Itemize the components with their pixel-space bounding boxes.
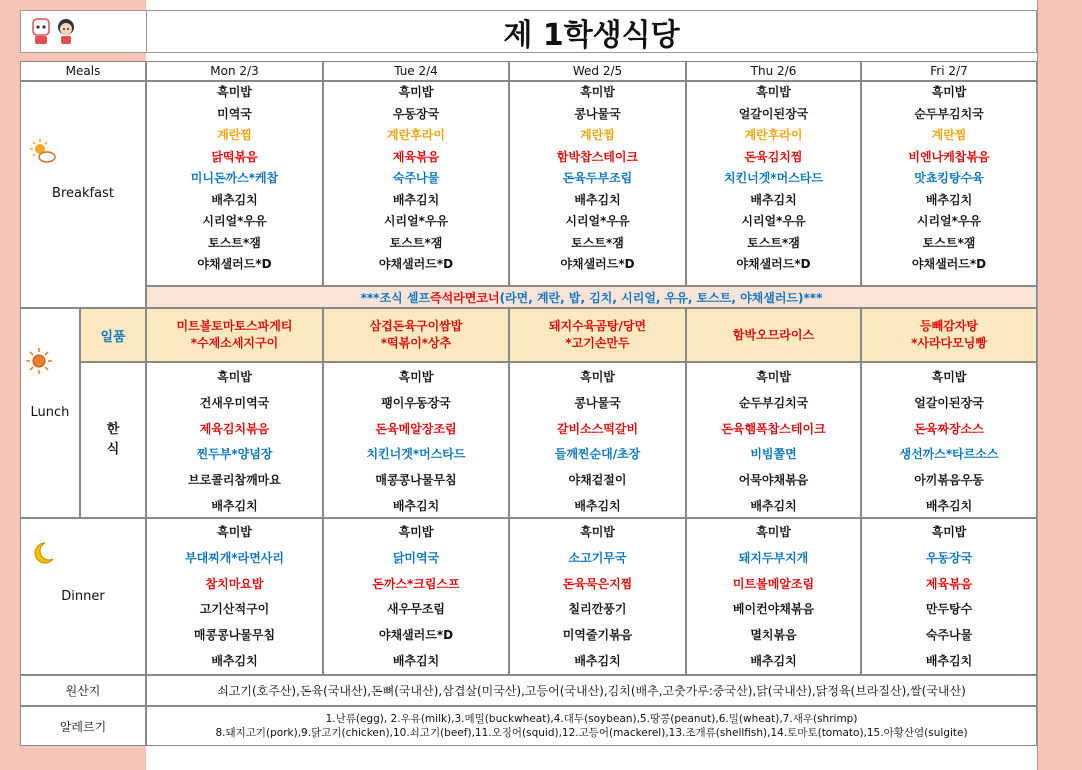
dinner-cell (686, 518, 861, 675)
lunch-item: 비빔쫄면 (750, 447, 797, 462)
breakfast-item: 토스트*잼 (571, 235, 624, 250)
breakfast-item: 비엔나케찹볶음 (908, 149, 990, 164)
il-pum-label: 일품 (80, 308, 146, 362)
breakfast-item: 토스트*잼 (922, 235, 976, 250)
breakfast-item: 야채샐러드*D (378, 257, 454, 271)
lunch-item: 팽이우동장국 (381, 395, 451, 410)
breakfast-label-text: Breakfast (52, 186, 114, 201)
han-sik-cell (323, 362, 509, 518)
dinner-item: 흑미밥 (217, 525, 252, 539)
sun-cloud-icon (29, 138, 57, 166)
allergy-label: 알레르기 (20, 706, 146, 746)
breakfast-item: 시리얼*우유 (565, 214, 630, 228)
lunch-item: 흑미밥 (756, 370, 791, 384)
breakfast-item: 배추김치 (750, 192, 797, 207)
dinner-item: 고기산적구이 (199, 602, 270, 617)
dinner-item: 부대찌개*라면사리 (184, 550, 284, 565)
day-header: Mon 2/3 (146, 61, 323, 81)
breakfast-item: 토스트*잼 (747, 235, 800, 250)
breakfast-item: 토스트*잼 (389, 235, 443, 250)
breakfast-item: 얼갈이된장국 (738, 106, 809, 121)
dinner-cell (509, 518, 686, 675)
dinner-item: 흑미밥 (580, 525, 615, 539)
breakfast-item: 시리얼*우유 (916, 214, 982, 228)
lunch-item: 흑미밥 (580, 370, 615, 384)
il-pum-cell (146, 308, 323, 362)
dinner-item: 새우무조림 (387, 602, 445, 617)
breakfast-item: 함박찹스테이크 (556, 149, 639, 164)
dinner-label (20, 518, 146, 675)
dinner-item: 돈까스*크림스프 (372, 576, 460, 591)
breakfast-item: 계란찜 (931, 128, 967, 142)
il-pum-item: 미트볼토마토스파게티 (176, 319, 293, 333)
han-sik-label: 한 식 (80, 362, 146, 518)
breakfast-cell (323, 81, 509, 286)
dinner-item: 배추김치 (750, 654, 797, 668)
lunch-item: 건새우미역국 (199, 395, 270, 410)
il-pum-cell (686, 308, 861, 362)
breakfast-cell (509, 81, 686, 286)
breakfast-item: 흑미밥 (931, 85, 967, 99)
dinner-item: 매콩콩나물무침 (193, 628, 276, 643)
breakfast-item: 흑미밥 (756, 85, 791, 99)
breakfast-cell (686, 81, 861, 286)
dinner-item: 베이컨야채볶음 (732, 602, 815, 617)
lunch-item: 찐두부*양념장 (196, 447, 273, 462)
breakfast-item: 치킨너겟*머스타드 (723, 171, 823, 185)
breakfast-item: 돈육두부조림 (562, 171, 633, 185)
origin-text: 쇠고기(호주산),돈육(국내산),돈뼈(국내산),삼겹살(미국산),고등어(국내산),김치(배추,고춧가루:중국산),닭(국내산),닭정육(브라질산),쌀(국내산) (146, 675, 1037, 706)
allergy-line-1: 1.난류(egg), 2.우유(milk),3.메밀(buckwheat),4.대두(soybean),5.땅콩(peanut),6.밀(wheat),7.새우(shrimp) (325, 713, 858, 725)
breakfast-item: 미역국 (217, 106, 252, 121)
dinner-cell (323, 518, 509, 675)
il-pum-item: *떡볶이*상추 (380, 336, 452, 350)
dinner-item: 배추김치 (392, 654, 440, 668)
lunch-item: 순두부김치국 (738, 395, 809, 410)
moon-icon (29, 539, 57, 567)
il-pum-item: 등빼감자탕 (920, 319, 978, 333)
breakfast-item: 토스트*잼 (208, 235, 261, 250)
allergy-line-2: 8.돼지고기(pork),9.닭고기(chicken),10.쇠고기(beef),11.오징어(squid),12.고등어(mackerel),13.조개류(shellfish),14.토마토(tomato),15.아황산염(sulgite) (215, 727, 968, 739)
dinner-item: 숙주나물 (925, 628, 973, 643)
lunch-item: 치킨너겟*머스타드 (366, 447, 466, 462)
breakfast-item: 배추김치 (574, 192, 621, 207)
meals-header: Meals (20, 61, 146, 81)
logo-box (20, 10, 147, 53)
breakfast-item: 미니돈까스*케찹 (190, 171, 279, 185)
breakfast-cell (861, 81, 1037, 286)
dinner-item: 우동장국 (925, 550, 973, 565)
dinner-item: 배추김치 (574, 654, 621, 668)
dinner-cell (146, 518, 323, 675)
dinner-item: 닭미역국 (392, 550, 440, 565)
lunch-item: 제육김치볶음 (199, 421, 270, 436)
mascot-logo-icon (21, 11, 81, 49)
il-pum-item: *수제소세지구이 (190, 336, 279, 350)
lunch-item: 생선까스*타르소스 (899, 447, 999, 462)
dinner-item: 제육볶음 (925, 576, 973, 591)
dinner-item: 돈육묵은지찜 (562, 576, 633, 591)
breakfast-item: 흑미밥 (580, 85, 615, 99)
lunch-item: 어묵야채볶음 (738, 473, 809, 488)
day-header: Wed 2/5 (509, 61, 686, 81)
il-pum-item: *고기손만두 (565, 336, 630, 350)
breakfast-item: 시리얼*우유 (383, 214, 449, 228)
dinner-item: 배추김치 (925, 654, 973, 668)
breakfast-item: 맛쵸킹탕수육 (914, 171, 984, 185)
lunch-item: 돈육짜장소스 (914, 421, 984, 436)
breakfast-item: 숙주나물 (392, 171, 440, 185)
dinner-item: 흑미밥 (398, 525, 434, 539)
breakfast-item: 배추김치 (211, 192, 258, 207)
breakfast-item: 순두부김치국 (914, 106, 984, 121)
breakfast-item: 배추김치 (392, 192, 440, 207)
dinner-item: 칠리깐풍기 (568, 602, 627, 617)
dinner-item: 만두탕수 (925, 602, 973, 617)
breakfast-item: 시리얼*우유 (202, 214, 267, 228)
breakfast-cell (146, 81, 323, 286)
il-pum-item: 함박오므라이스 (732, 327, 815, 342)
lunch-item: 배추김치 (392, 499, 440, 513)
breakfast-item: 우동장국 (392, 106, 440, 121)
dinner-item: 흑미밥 (756, 525, 791, 539)
note-highlight: 즉석라면코너 (430, 290, 500, 305)
lunch-item: 배추김치 (750, 499, 797, 513)
breakfast-item: 계란후라이 (744, 128, 803, 142)
dinner-cell (861, 518, 1037, 675)
dinner-label-text: Dinner (61, 589, 105, 604)
han-sik-cell (861, 362, 1037, 518)
breakfast-item: 야채샐러드*D (560, 257, 635, 271)
dinner-item: 미트볼메알조림 (732, 576, 815, 591)
day-header: Tue 2/4 (323, 61, 509, 81)
lunch-item: 갈비소스떡갈비 (556, 421, 639, 436)
il-pum-item: 돼지수육곰탕/당면 (548, 319, 647, 333)
han-sik-cell (686, 362, 861, 518)
lunch-item: 콩나물국 (574, 395, 621, 410)
lunch-item: 들깨찐순대/초장 (554, 447, 641, 462)
sun-icon (25, 347, 53, 375)
il-pum-cell (323, 308, 509, 362)
note-suffix: (라면, 계란, 밥, 김치, 시리얼, 우유, 토스트, 야채샐러드)*** (499, 290, 823, 305)
lunch-item: 흑미밥 (931, 370, 967, 384)
il-pum-cell (509, 308, 686, 362)
dinner-item: 소고기무국 (568, 550, 627, 565)
breakfast-label (20, 81, 146, 308)
han-sik-cell (146, 362, 323, 518)
dinner-item: 흑미밥 (931, 525, 967, 539)
dinner-item: 미역줄기볶음 (562, 628, 633, 643)
dinner-item: 돼지두부지개 (738, 550, 809, 565)
breakfast-item: 흑미밥 (398, 85, 434, 99)
lunch-item: 브로콜리참깨마요 (188, 473, 281, 488)
lunch-item: 흑미밥 (217, 370, 252, 384)
breakfast-item: 계란찜 (217, 128, 252, 142)
dinner-item: 참치마요밥 (205, 576, 264, 591)
dinner-item: 야채샐러드*D (378, 628, 454, 643)
lunch-item: 배추김치 (211, 499, 258, 513)
lunch-label (20, 308, 80, 518)
il-pum-item: *사라다모닝빵 (911, 336, 987, 350)
day-header: Thu 2/6 (686, 61, 861, 81)
breakfast-item: 계란후라이 (387, 128, 445, 142)
breakfast-item: 제육볶음 (392, 149, 440, 164)
breakfast-item: 콩나물국 (574, 106, 621, 121)
breakfast-note (146, 286, 1037, 308)
lunch-item: 아끼볶음우동 (914, 473, 984, 488)
breakfast-item: 야채샐러드*D (911, 257, 987, 271)
note-prefix: ***조식 셀프 (360, 290, 430, 305)
lunch-item: 돈육햄폭찹스테이크 (721, 421, 826, 436)
day-header: Fri 2/7 (861, 61, 1037, 81)
lunch-item: 야채겉절이 (568, 473, 627, 488)
lunch-item: 배추김치 (574, 499, 621, 513)
breakfast-item: 시리얼*우유 (741, 214, 806, 228)
lunch-label-text: Lunch (30, 405, 70, 420)
han-sik-cell (509, 362, 686, 518)
dinner-item: 배추김치 (211, 654, 258, 668)
origin-label: 원산지 (20, 675, 146, 706)
breakfast-item: 계란찜 (580, 128, 615, 142)
lunch-item: 배추김치 (925, 499, 973, 513)
lunch-item: 흑미밥 (398, 370, 434, 384)
breakfast-item: 흑미밥 (217, 85, 252, 99)
breakfast-item: 야채샐러드*D (197, 257, 272, 271)
lunch-item: 돈육메알장조림 (375, 421, 457, 436)
lunch-item: 매콩콩나물무침 (375, 473, 457, 488)
lunch-item: 얼갈이된장국 (914, 395, 984, 410)
breakfast-item: 닭떡볶음 (211, 149, 258, 164)
il-pum-cell (861, 308, 1037, 362)
breakfast-item: 야채샐러드*D (736, 257, 811, 271)
breakfast-item: 돈육김치찜 (744, 149, 803, 164)
il-pum-item: 삼겹돈육구이쌈밥 (369, 319, 463, 333)
page-title: 제 1학생식당 (146, 10, 1037, 53)
allergy-text (146, 706, 1037, 746)
dinner-item: 멸치볶음 (750, 628, 797, 643)
breakfast-item: 배추김치 (925, 192, 973, 207)
